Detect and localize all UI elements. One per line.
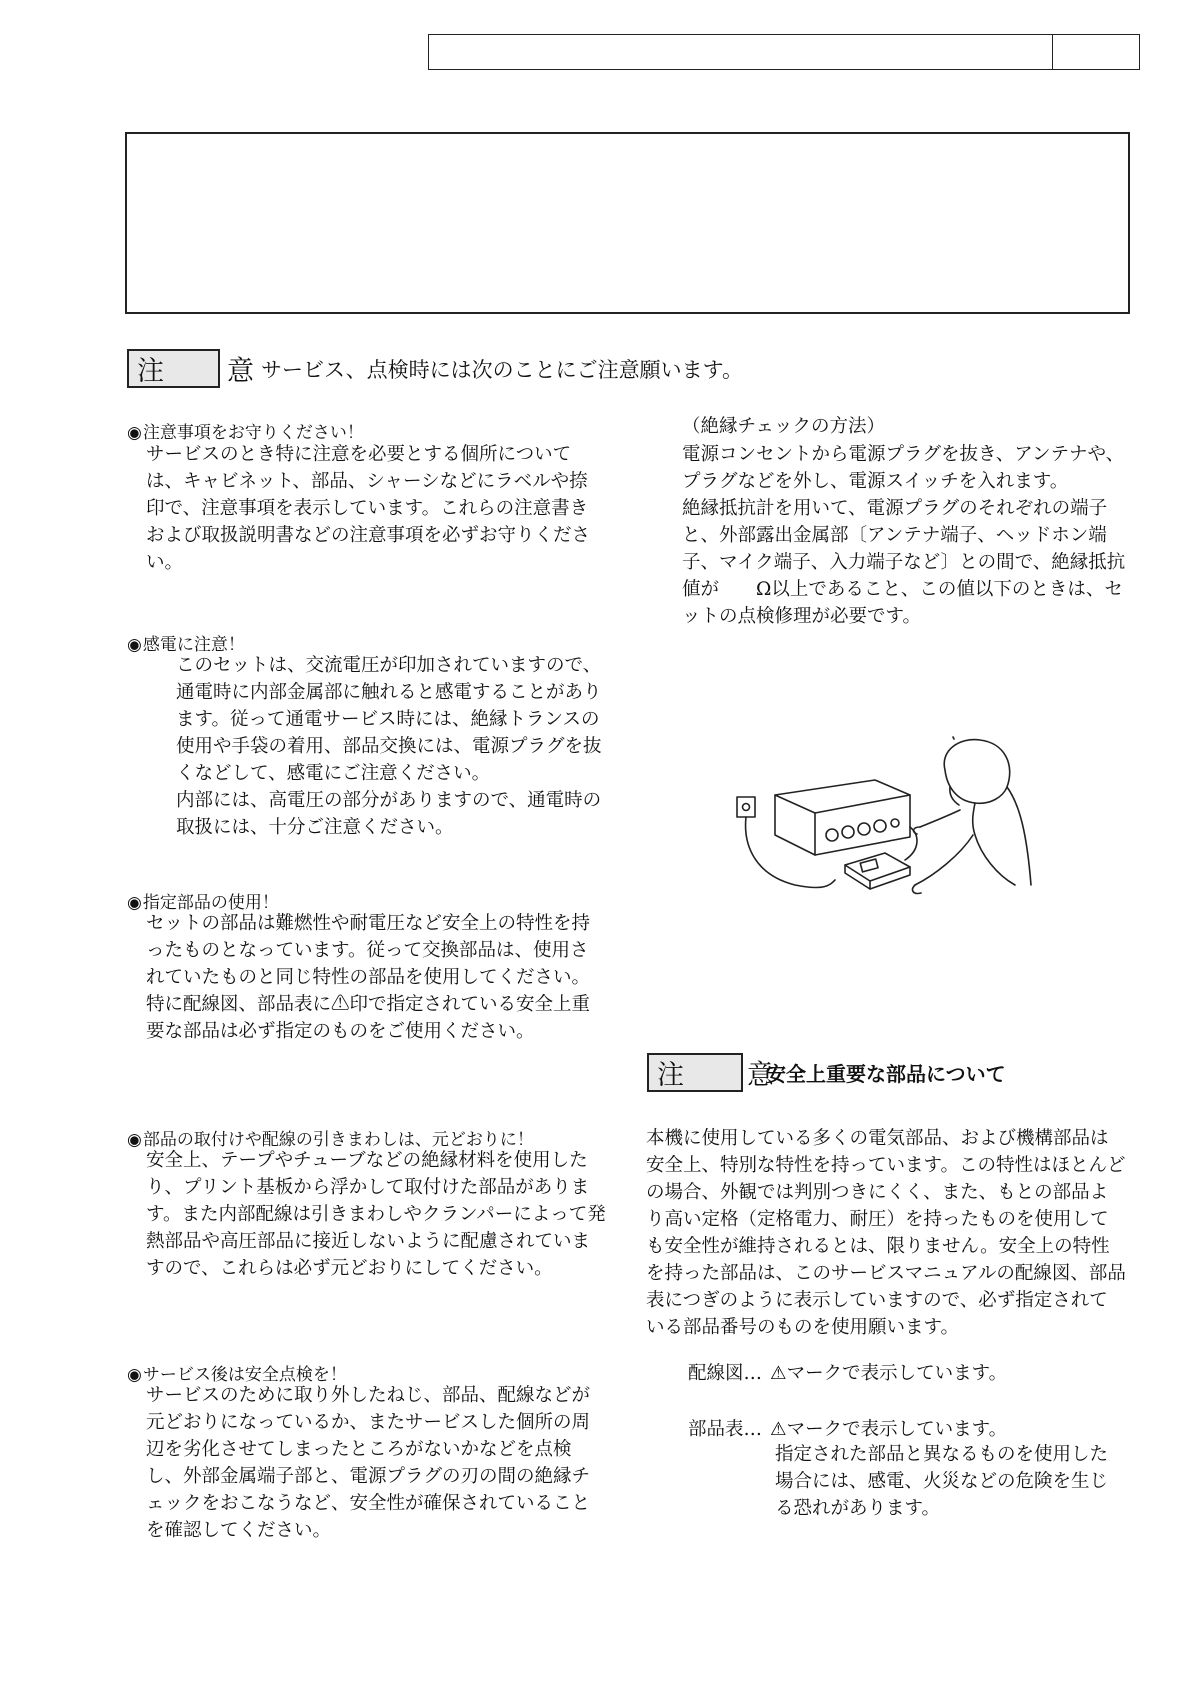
insulation-tester	[845, 853, 910, 889]
header-cell-divider	[1052, 35, 1053, 69]
power-cord	[746, 817, 835, 888]
section-body-parts: セットの部品は難燃性や耐電圧など安全上の特性を持ったものとなっています。従って交換部品は、使用されていたものと同じ特性の部品を使用してください。特に配線図、部品表に⚠印で指定されている安全上重要な部品は必ず指定のものをご使用ください。	[146, 913, 591, 1042]
section-body-observe: サービスのとき特に注意を必要とする個所については、キャビネット、部品、シャーシなどにラベルや捺印で、注意事項を表示しています。これらの注意書きおよび取扱説明書などの注意事項を必ずお守りください。	[146, 444, 591, 573]
section-title-wiring: ◉部品の取付けや配線の引きまわしは、元どおりに！	[127, 1130, 534, 1150]
section-body-inspection: サービスのために取り外したねじ、部品、配線などが元どおりになっているか、またサービスした個所の周辺を劣化させてしまったところがないかなどを点検し、外部金属端子部と、電源プラグの刃の間の絶縁チェックをおこなうなど、安全性が確保されていることを確認してください。	[146, 1385, 591, 1541]
safety-heading: 安全上重要な部品について	[766, 1062, 1006, 1086]
section-body-wiring: 安全上、テープやチューブなどの絶縁材料を使用したり、プリント基板から浮かして取付けた部品があります。また内部配線は引きまわしやクランパーによって発熱部品や高圧部品に接近しないように配慮されていますので、これらは必ず元どおりにしてください。	[146, 1150, 606, 1279]
bullet-circle-icon: ◉	[127, 1365, 142, 1385]
bullet-circle-icon: ◉	[127, 1130, 142, 1150]
bullet-circle-icon: ◉	[127, 893, 142, 913]
note-parts-list: 部品表… ⚠マークで表示しています。	[688, 1419, 1008, 1440]
wall-outlet-icon	[737, 797, 755, 817]
section-body-shock: このセットは、交流電圧が印加されていますので、通電時に内部金属部に触れると感電することがあります。従って通電サービス時には、絶縁トランスの使用や手袋の着用、部品交換には、電源プラグを抜くなどして、感電にご注意ください。 内部には、高電圧の部分がありますので、通電時の取扱には、十分ご注意ください。	[176, 655, 602, 838]
note-wiring-diagram: 配線図… ⚠マークで表示しています。	[688, 1363, 1008, 1384]
header-frame	[428, 34, 1140, 70]
insulation-check-body: 電源コンセントから電源プラグを抜き、アンテナや、プラグなどを外し、電源スイッチを入れます。 絶縁抵抗計を用いて、電源プラグのそれぞれの端子と、外部露出金属部〔アンテナ端子、ヘッドホン端子、マイク端子、入力端子など〕との間で、絶縁抵抗値が Ω以上であること、この値以下のときは、セットの点検修理が必要です。	[682, 444, 1126, 627]
section-title-shock: ◉感電に注意！	[127, 635, 245, 655]
technician-figure	[913, 740, 1031, 894]
probe-lead	[905, 827, 917, 860]
safety-body: 本機に使用している多くの電気部品、および機構部品は安全上、特別な特性を持っています。この特性はほとんどの場合、外観では判別つきにくく、また、もとの部品より高い定格（定格電力、耐圧）を持ったものを使用しても安全性が維持されるとは、限りません。安全上の特性を持った部品は、このサービスマニュアルの配線図、部品表につぎのように表示していますので、必ず指定されている部品番号のものを使用願います。	[646, 1128, 1126, 1338]
section-title-observe: ◉注意事項をお守りください！	[127, 423, 364, 443]
technician-illustration	[735, 735, 1035, 935]
caution-tag: 注 意	[127, 349, 220, 388]
section-title-inspection: ◉サービス後は安全点検を！	[127, 1365, 347, 1385]
bullet-circle-icon: ◉	[127, 423, 142, 443]
bullet-circle-icon: ◉	[127, 635, 142, 655]
receiver-unit	[775, 780, 910, 855]
warning-text: 指定された部品と異なるものを使用した場合には、感電、火災などの危険を生じる恐れがあります。	[775, 1444, 1109, 1519]
main-heading: サービス、点検時には次のことにご注意願います。	[261, 358, 743, 382]
notice-box	[125, 132, 1130, 314]
caution-tag-safety: 注 意	[647, 1053, 743, 1092]
section-title-parts: ◉指定部品の使用！	[127, 893, 279, 913]
insulation-check-title: （絶縁チェックの方法）	[682, 416, 885, 437]
ink-dot	[953, 737, 954, 739]
